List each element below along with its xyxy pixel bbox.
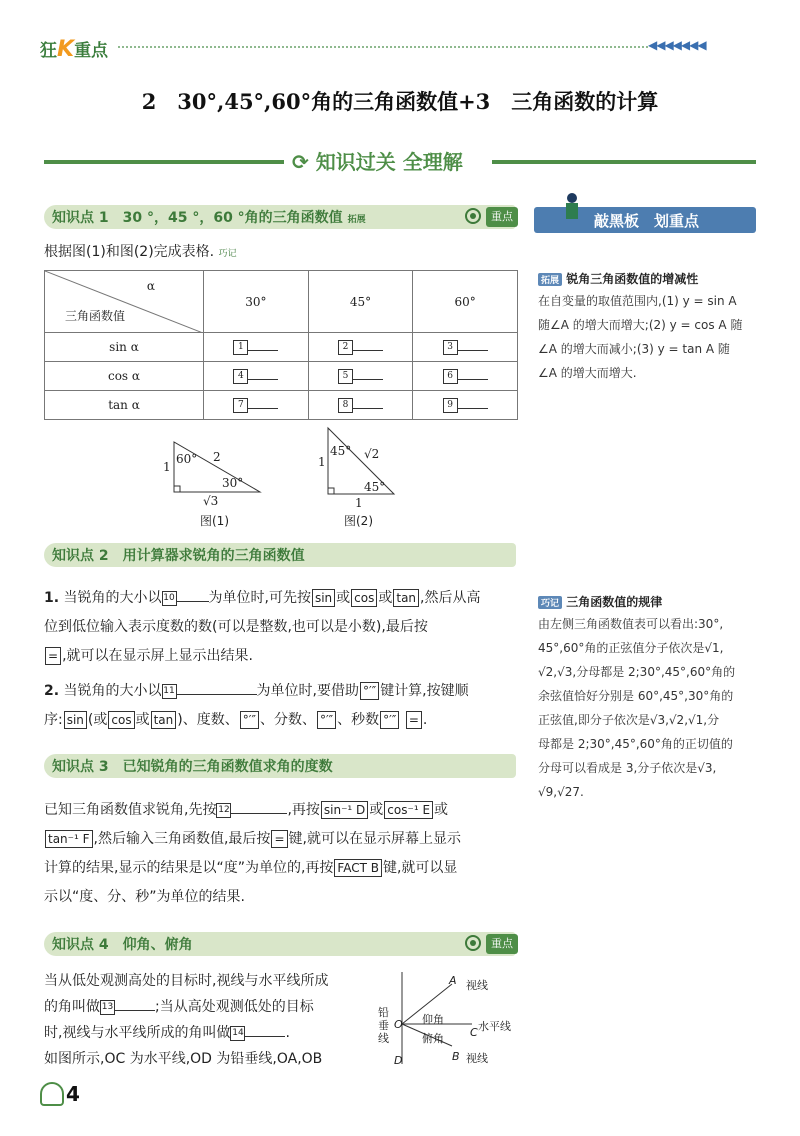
col-header: 30° — [204, 271, 309, 333]
key-atan: tan⁻¹ F — [45, 830, 93, 848]
trig-table — [44, 270, 518, 420]
answer-cell[interactable]: 4 — [204, 362, 309, 391]
fig1-angle-30: 30° — [222, 476, 244, 490]
row-label: sin α — [45, 333, 204, 362]
blank-14[interactable]: 14 — [230, 1026, 245, 1041]
fig-point-O: O — [394, 1018, 403, 1031]
key-acos: cos⁻¹ E — [384, 801, 433, 819]
header-arrows-icon: ◀◀◀◀◀◀◀ — [648, 38, 706, 52]
key-equals: = — [45, 647, 61, 665]
header-divider — [118, 46, 648, 48]
triangle-figure-2 — [318, 420, 408, 500]
section-4-title: 知识点 4 仰角、俯角 — [52, 937, 193, 953]
key-dms: °′″ — [317, 711, 336, 729]
fig-point-A: A — [449, 974, 457, 987]
key-dms: °′″ — [360, 682, 379, 700]
tag-qiaoji: 巧记 — [538, 596, 562, 609]
tag-qiaoji: 巧记 — [218, 249, 237, 259]
table-row — [45, 391, 518, 420]
col-header: 45° — [308, 271, 413, 333]
page-logo-icon — [40, 1082, 64, 1106]
fig-point-C: C — [470, 1026, 478, 1039]
fig1-side-sqrt3: √3 — [203, 494, 219, 508]
blank-12[interactable]: 12 — [216, 803, 231, 818]
target-icon — [465, 935, 481, 951]
fig-point-D: D — [394, 1054, 403, 1067]
sidebar-box-1: 拓展 锐角三角函数值的增减性 在自变量的取值范围内,(1) y = sin A 随∠A 的增大而增大;(2) y = cos A 随 ∠A 的增大而减小;(3) y = tan A 随 ∠A 的增大而增大. — [538, 272, 743, 380]
tag-tuozhan: 拓展 — [347, 215, 366, 225]
s2-item-1: 1. 当锐角的大小以 10 为单位时,可先按 sin 或 cos 或 tan ,然后从高 位到低位输入表示度数的数(可以是整数,也可以是小数),最后按 = ,就可以在显示屏上显示出结果. — [44, 590, 481, 664]
answer-cell[interactable]: 2 — [308, 333, 413, 362]
sidebar-box-2: 巧记 三角函数值的规律 由左侧三角函数值表可以看出:30°, 45°,60°角的正弦值分子依次是√1, √2,√3,分母都是 2;30°,45°,60°角的 余弦值恰好分别是 60°,45°,30°角的 正弦值,即分子依次是√3,√2,√1,分 母都是 2;30°,45°,60°角的正切值的 分母可以看成是 3,分子依次是√3, √9,√27. — [538, 595, 736, 799]
row-label: cos α — [45, 362, 204, 391]
row-label: tan α — [45, 391, 204, 420]
fig2-side-1: 1 — [318, 455, 326, 469]
target-icon — [465, 208, 481, 224]
answer-cell[interactable]: 9 — [413, 391, 518, 420]
fig-point-B: B — [452, 1050, 460, 1063]
table-corner — [45, 271, 204, 333]
page-number: 4 — [66, 1082, 80, 1106]
s3-paragraph: 已知三角函数值求锐角,先按 12 ,再按 sin⁻¹ D 或 cos⁻¹ E 或 tan⁻¹ F ,然后输入三角函数值,最后按 = 键,就可以在显示屏幕上显示 计算的结果,显示的结果是以“度”为单位的,再按 FACT B 键,就可以显 示以“度、分、秒”为单位的结果. — [44, 802, 461, 905]
brand-logo: 狂K重点 — [40, 37, 109, 62]
fig2-side-sqrt2: √2 — [364, 447, 380, 461]
table-row — [45, 362, 518, 391]
key-equals: = — [406, 711, 422, 729]
key-dms: °′″ — [240, 711, 259, 729]
key-equals: = — [271, 830, 287, 848]
banner-line-left — [44, 160, 284, 164]
blank-13[interactable]: 13 — [100, 1000, 115, 1015]
section-3-title: 知识点 3 已知锐角的三角函数值求角的度数 — [52, 759, 333, 775]
refresh-icon: ⟳ — [292, 150, 309, 174]
key-cos: cos — [108, 711, 134, 729]
teacher-icon — [560, 193, 584, 213]
fig2-angle-45-bottom: 45° — [364, 480, 386, 494]
key-fact: FACT B — [334, 859, 382, 877]
answer-cell[interactable]: 1 — [204, 333, 309, 362]
fig-sightline-label: 视线 — [466, 979, 488, 992]
fig-plumb-label: 铅垂线 — [378, 1006, 389, 1045]
answer-cell[interactable]: 6 — [413, 362, 518, 391]
key-badge: 重点 — [486, 934, 518, 954]
table-row — [45, 333, 518, 362]
fig-elevation-label: 仰角 — [422, 1013, 444, 1026]
section-2-title: 知识点 2 用计算器求锐角的三角函数值 — [52, 548, 305, 564]
fig1-side-1: 1 — [163, 460, 171, 474]
fig-horizontal-label: 水平线 — [478, 1020, 511, 1033]
banner-line-right — [492, 160, 756, 164]
corner-alpha: α — [146, 279, 155, 293]
corner-label: 三角函数值 — [65, 309, 126, 323]
s4-paragraph: 当从低处观测高处的目标时,视线与水平线所成 的角叫做 13 ;当从高处观测低处的目标 时,视线与水平线所成的角叫做 14 . 如图所示,OC 为水平线,OD 为铅垂线,OA,OB — [44, 973, 329, 1067]
fig-depression-label: 俯角 — [422, 1032, 444, 1045]
fig2-caption: 图(2) — [344, 514, 373, 528]
fig1-caption: 图(1) — [200, 514, 229, 528]
blank-11[interactable]: 11 — [162, 684, 177, 699]
fig1-angle-60: 60° — [176, 452, 198, 466]
key-tan: tan — [151, 711, 177, 729]
key-sin: sin — [64, 711, 87, 729]
section-banner: ⟳ 知识过关 全理解 — [292, 150, 463, 174]
s2-item-2: 2. 当锐角的大小以 11 为单位时,要借助 °′″ 键计算,按键顺 序: sin (或 cos 或 tan )、度数、 °′″ 、分数、 °′″ 、秒数 °′″ = . — [44, 683, 469, 728]
answer-cell[interactable]: 7 — [204, 391, 309, 420]
s1-intro: 根据图(1)和图(2)完成表格. 巧记 — [44, 244, 237, 260]
key-asin: sin⁻¹ D — [321, 801, 368, 819]
page-title: 2 30°,45°,60°角的三角函数值+3 三角函数的计算 — [141, 89, 659, 114]
section-1-title: 知识点 1 30 °，45 °，60 °角的三角函数值 拓展 — [52, 210, 366, 226]
answer-cell[interactable]: 3 — [413, 333, 518, 362]
answer-cell[interactable]: 8 — [308, 391, 413, 420]
answer-cell[interactable]: 5 — [308, 362, 413, 391]
blank-10[interactable]: 10 — [162, 591, 177, 606]
key-cos: cos — [351, 589, 377, 607]
fig-sightline-label: 视线 — [466, 1052, 488, 1065]
col-header: 60° — [413, 271, 518, 333]
fig2-side-1-bottom: 1 — [355, 496, 363, 510]
sidebar-title: 敲黑板 划重点 — [594, 212, 700, 230]
fig2-angle-45-top: 45° — [330, 444, 352, 458]
tag-tuozhan: 拓展 — [538, 273, 562, 286]
key-dms: °′″ — [380, 711, 399, 729]
fig1-side-2: 2 — [213, 450, 221, 464]
key-tan: tan — [393, 589, 419, 607]
key-badge: 重点 — [486, 207, 518, 227]
key-sin: sin — [312, 589, 335, 607]
